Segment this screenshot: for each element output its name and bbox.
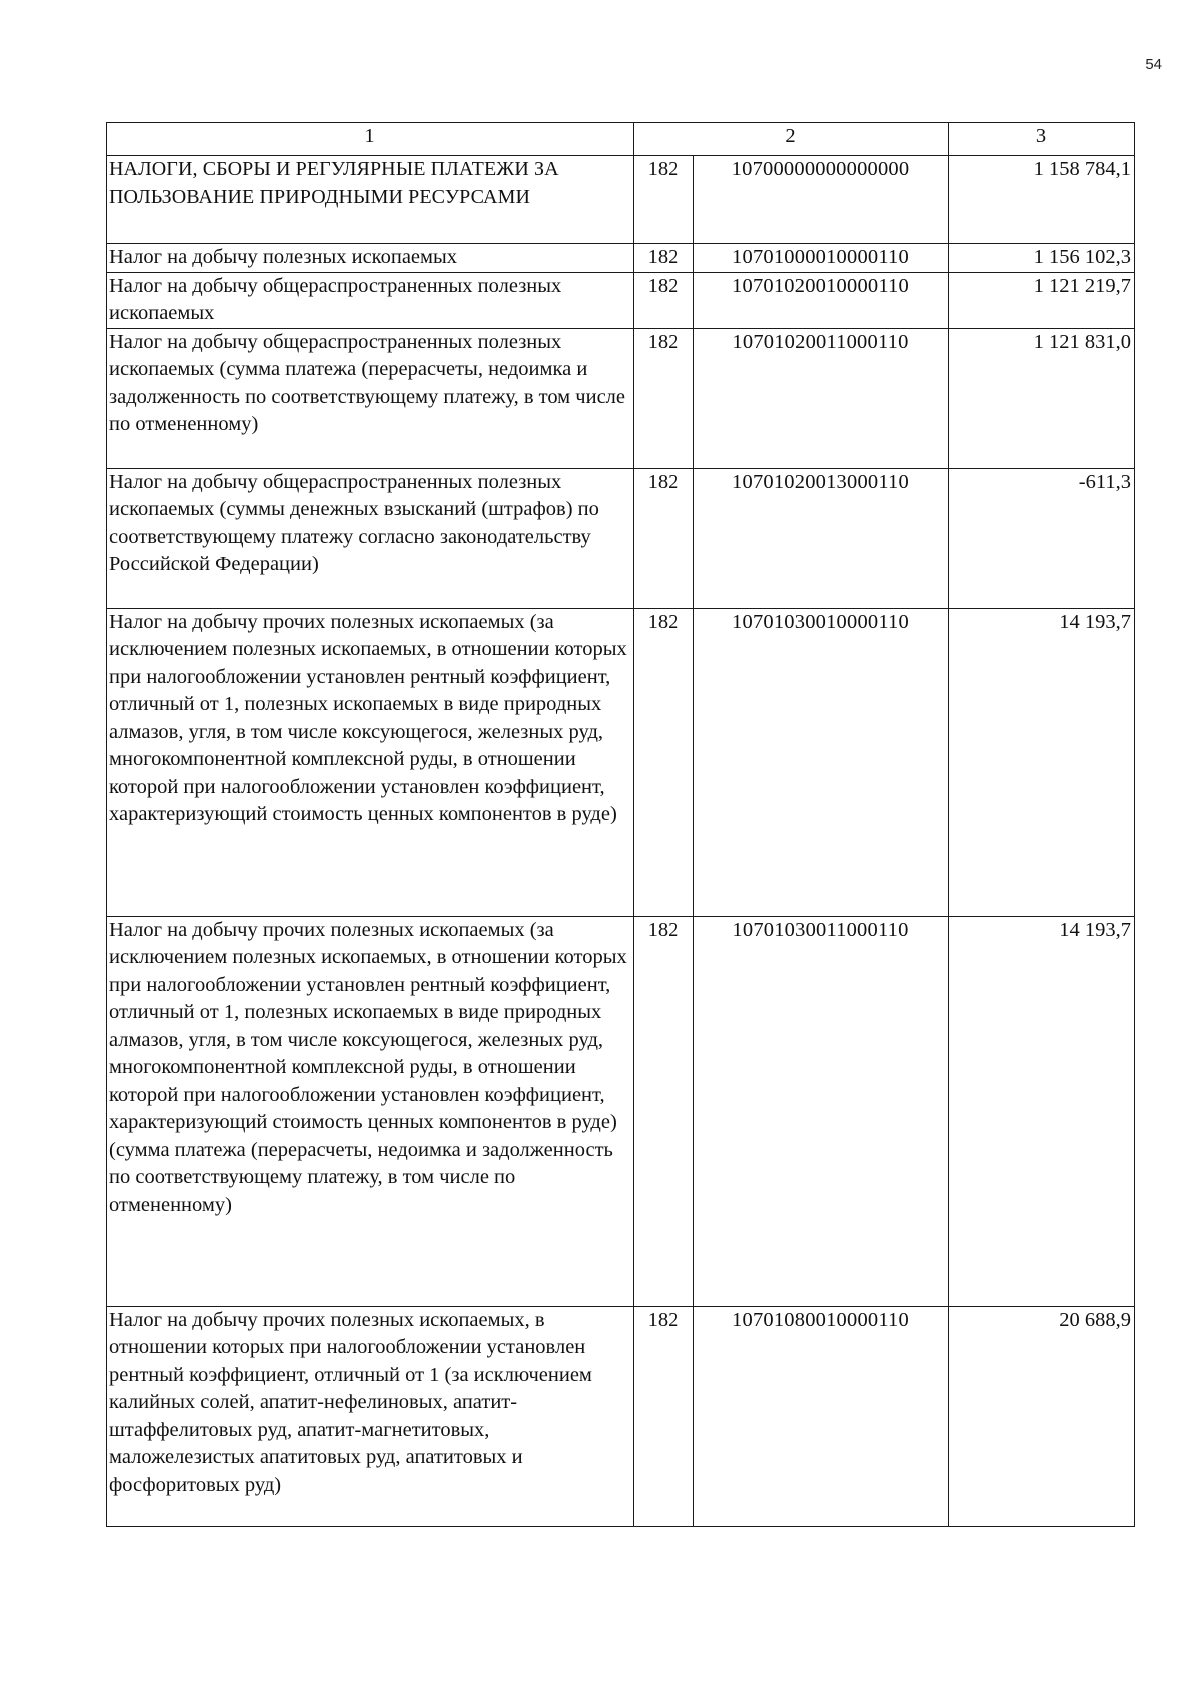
row-admin-code: 182 <box>634 244 694 273</box>
row-amount: 14 193,7 <box>949 916 1135 1306</box>
row-amount: 14 193,7 <box>949 608 1135 916</box>
row-amount: 1 121 219,7 <box>949 272 1135 328</box>
row-budget-code: 10701020013000110 <box>694 468 949 608</box>
row-name: НАЛОГИ, СБОРЫ И РЕГУЛЯРНЫЕ ПЛАТЕЖИ ЗА ПОЛЬЗОВАНИЕ ПРИРОДНЫМИ РЕСУРСАМИ <box>107 156 634 244</box>
table-row <box>107 468 1135 608</box>
header-col-3: 3 <box>949 123 1135 156</box>
row-budget-code: 10701030011000110 <box>694 916 949 1306</box>
row-name: Налог на добычу полезных ископаемых <box>107 244 634 273</box>
row-amount: 20 688,9 <box>949 1306 1135 1526</box>
row-budget-code: 10701000010000110 <box>694 244 949 273</box>
row-name: Налог на добычу прочих полезных ископаемых, в отношении которых при налогообложении установлен рентный коэффициент, отличный от 1 (за исключением калийных солей, апатит-нефелиновых, апатит-штаффелитовых руд, апатит-магнетитовых, маложелезистых апатитовых руд, апатитовых и фосфоритовых руд) <box>107 1306 634 1526</box>
table-row <box>107 916 1135 1306</box>
row-admin-code: 182 <box>634 272 694 328</box>
row-admin-code: 182 <box>634 1306 694 1526</box>
row-admin-code: 182 <box>634 916 694 1306</box>
row-name: Налог на добычу общераспространенных полезных ископаемых (сумма платежа (перерасчеты, недоимка и задолженность по соответствующему платежу, в том числе по отмененному) <box>107 328 634 468</box>
table-row <box>107 244 1135 273</box>
table-row <box>107 156 1135 244</box>
row-budget-code: 10701020011000110 <box>694 328 949 468</box>
row-name: Налог на добычу прочих полезных ископаемых (за исключением полезных ископаемых, в отношении которых при налогообложении установлен рентный коэффициент, отличный от 1, полезных ископаемых в виде природных алмазов, угля, в том числе коксующегося, железных руд, многокомпонентной комплексной руды, в отношении которой при налогообложении установлен коэффициент, характеризующий стоимость ценных компонентов в руде) <box>107 608 634 916</box>
row-name: Налог на добычу общераспространенных полезных ископаемых (суммы денежных взысканий (штрафов) по соответствующему платежу согласно законодательству Российской Федерации) <box>107 468 634 608</box>
row-admin-code: 182 <box>634 156 694 244</box>
row-admin-code: 182 <box>634 328 694 468</box>
table-row <box>107 608 1135 916</box>
table-row <box>107 272 1135 328</box>
header-col-1: 1 <box>107 123 634 156</box>
revenue-table <box>106 122 1135 1527</box>
row-amount: 1 158 784,1 <box>949 156 1135 244</box>
row-name: Налог на добычу общераспространенных полезных ископаемых <box>107 272 634 328</box>
table-header-row <box>107 123 1135 156</box>
row-admin-code: 182 <box>634 608 694 916</box>
row-budget-code: 10700000000000000 <box>694 156 949 244</box>
header-col-2: 2 <box>634 123 949 156</box>
row-budget-code: 10701080010000110 <box>694 1306 949 1526</box>
row-budget-code: 10701020010000110 <box>694 272 949 328</box>
page-number: 54 <box>1145 56 1162 73</box>
row-amount: 1 156 102,3 <box>949 244 1135 273</box>
row-amount: -611,3 <box>949 468 1135 608</box>
row-name: Налог на добычу прочих полезных ископаемых (за исключением полезных ископаемых, в отношении которых при налогообложении установлен рентный коэффициент, отличный от 1, полезных ископаемых в виде природных алмазов, угля, в том числе коксующегося, железных руд, многокомпонентной комплексной руды, в отношении которой при налогообложении установлен коэффициент, характеризующий стоимость ценных компонентов в руде) (сумма платежа (перерасчеты, недоимка и задолженность по соответствующему платежу, в том числе по отмененному) <box>107 916 634 1306</box>
row-budget-code: 10701030010000110 <box>694 608 949 916</box>
table-row <box>107 1306 1135 1526</box>
table-row <box>107 328 1135 468</box>
row-amount: 1 121 831,0 <box>949 328 1135 468</box>
row-admin-code: 182 <box>634 468 694 608</box>
